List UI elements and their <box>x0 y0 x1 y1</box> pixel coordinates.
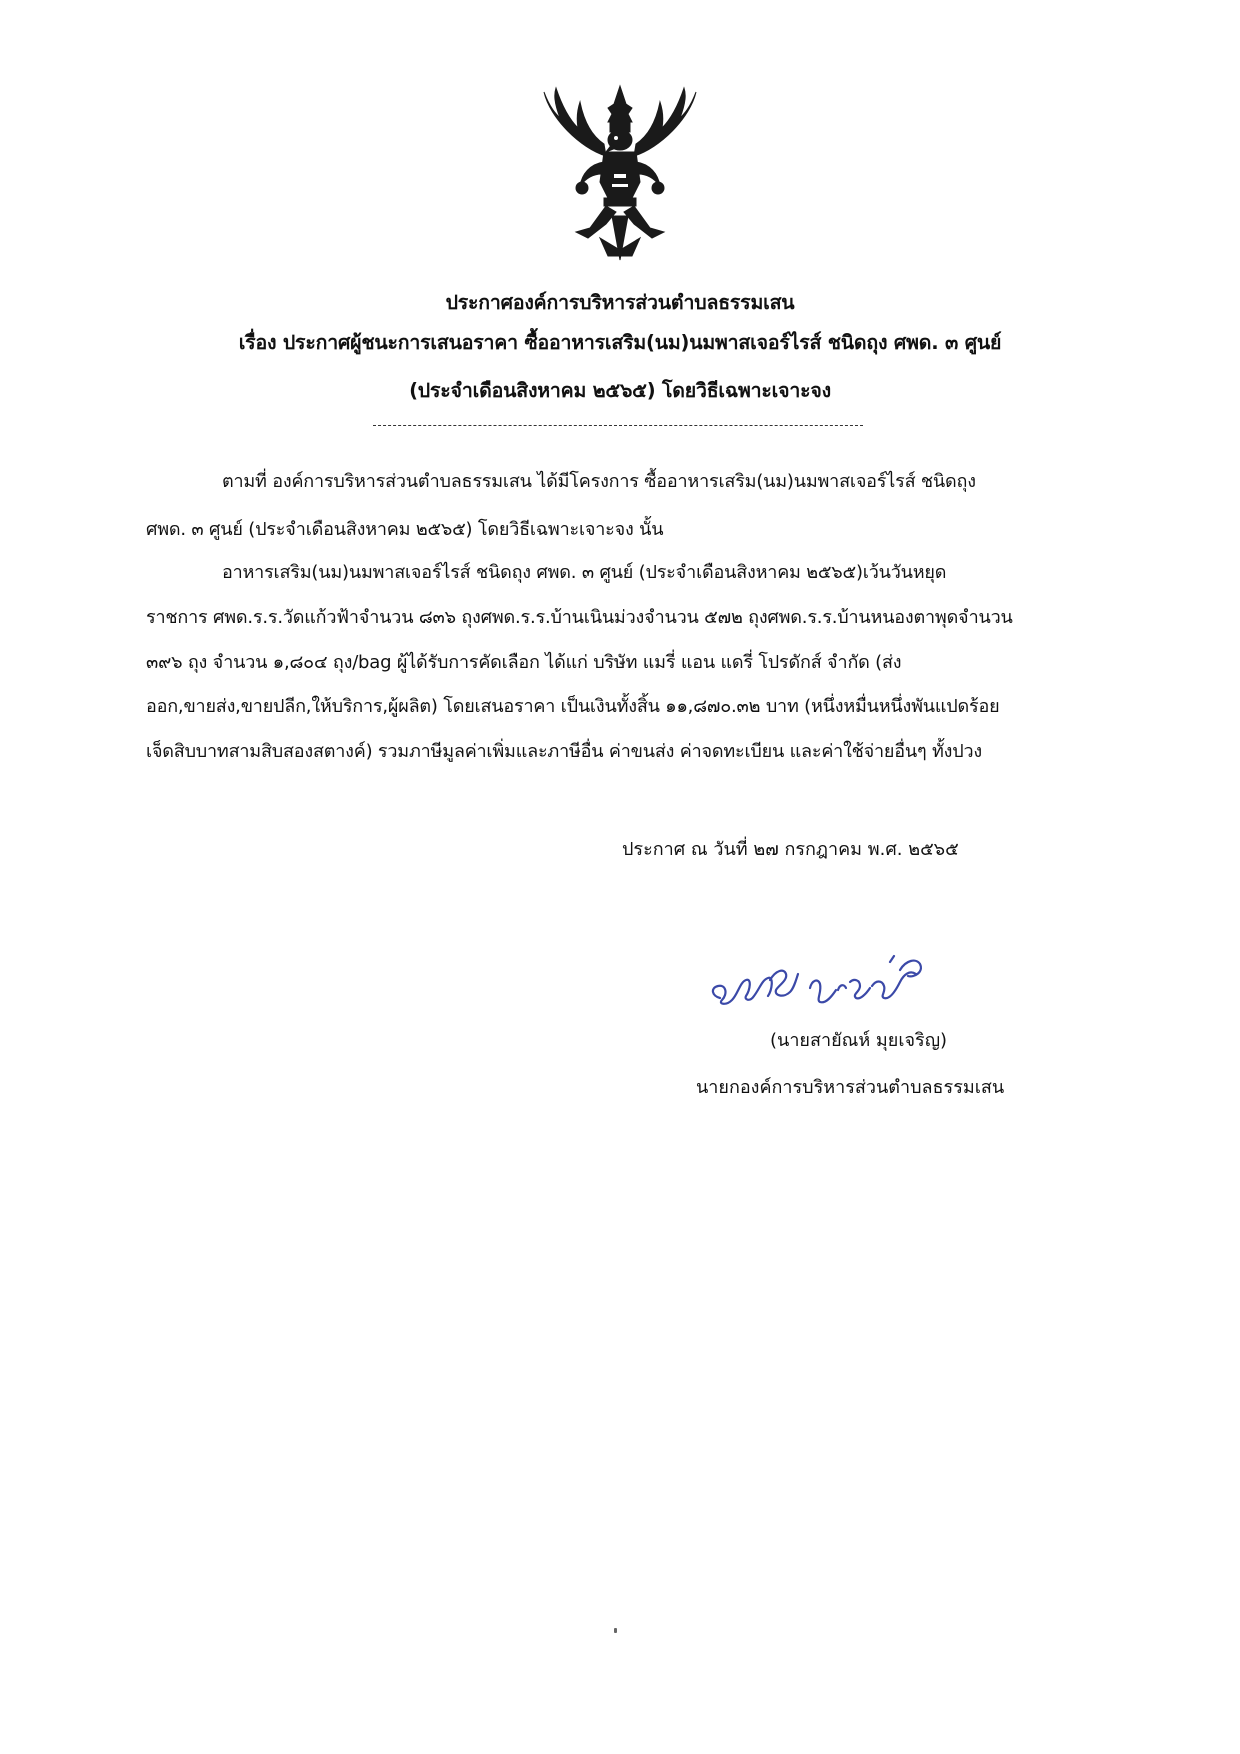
garuda-emblem-icon <box>520 78 720 268</box>
signature-image <box>690 940 970 1020</box>
body-line: ราชการ ศพด.ร.ร.วัดแก้วฟ้าจำนวน ๘๓๖ ถุงศพด.ร.ร.บ้านเนินม่วงจำนวน ๕๗๒ ถุงศพด.ร.ร.บ้านหนองตาพุดจำนวน <box>146 607 1013 628</box>
announcement-date: ประกาศ ณ วันที่ ๒๗ กรกฎาคม พ.ศ. ๒๕๖๕ <box>622 839 959 860</box>
body-line: ออก,ขายส่ง,ขายปลีก,ให้บริการ,ผู้ผลิต) โดยเสนอราคา เป็นเงินทั้งสิ้น ๑๑,๘๗๐.๓๒ บาท (หนึ่งหมื่นหนึ่งพันแปดร้อย <box>146 696 1000 717</box>
title-divider <box>373 425 863 426</box>
body-line: เจ็ดสิบบาทสามสิบสองสตางค์) รวมภาษีมูลค่าเพิ่มและภาษีอื่น ค่าขนส่ง ค่าจดทะเบียน และค่าใช้จ่ายอื่นๆ ทั้งปวง <box>146 741 982 762</box>
signer-name: (นายสายัณห์ มุยเจริญ) <box>770 1030 948 1051</box>
signer-title: นายกองค์การบริหารส่วนตำบลธรรมเสน <box>696 1077 1005 1098</box>
announcement-subject-continued: (ประจำเดือนสิงหาคม ๒๕๖๕) โดยวิธีเฉพาะเจาะจง <box>409 379 831 402</box>
announcement-title: ประกาศองค์การบริหารส่วนตำบลธรรมเสน <box>445 291 795 314</box>
body-line: ตามที่ องค์การบริหารส่วนตำบลธรรมเสน ได้มีโครงการ ซื้ออาหารเสริม(นม)นมพาสเจอร์ไรส์ ชนิดถุง <box>222 471 976 492</box>
scan-speck <box>614 1628 617 1633</box>
announcement-subject: เรื่อง ประกาศผู้ชนะการเสนอราคา ซื้ออาหารเสริม(นม)นมพาสเจอร์ไรส์ ชนิดถุง ศพด. ๓ ศูนย์ <box>238 331 1002 354</box>
body-line: อาหารเสริม(นม)นมพาสเจอร์ไรส์ ชนิดถุง ศพด. ๓ ศูนย์ (ประจำเดือนสิงหาคม ๒๕๖๕)เว้นวันหยุด <box>222 562 947 583</box>
body-line: ศพด. ๓ ศูนย์ (ประจำเดือนสิงหาคม ๒๕๖๕) โดยวิธีเฉพาะเจาะจง นั้น <box>146 519 664 540</box>
body-line: ๓๙๖ ถุง จำนวน ๑,๘๐๔ ถุง/bag ผู้ได้รับการคัดเลือก ได้แก่ บริษัท แมรี่ แอน แดรี่ โปรดักส์ จำกัด (ส่ง <box>146 652 902 673</box>
